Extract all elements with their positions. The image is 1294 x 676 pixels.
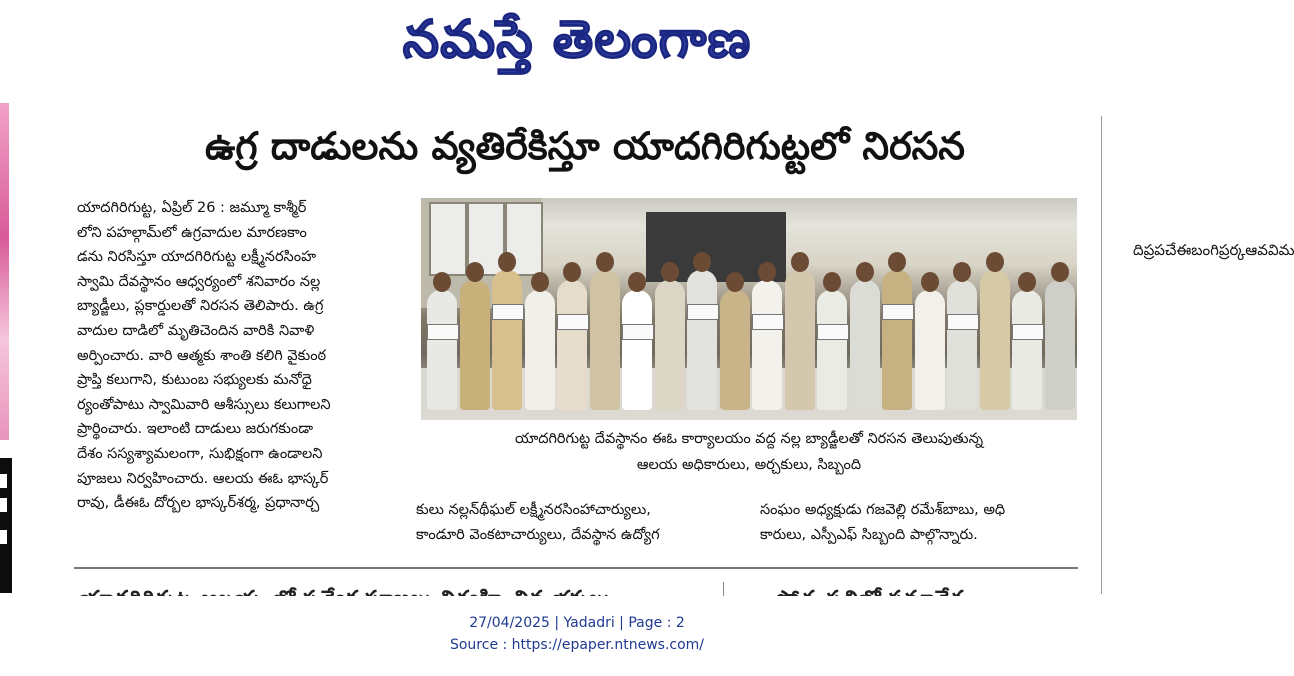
photo-person-head: [1018, 272, 1036, 292]
photo-person: [590, 270, 620, 410]
caption-line: యాదగిరిగుట్ట దేవస్థానం ఈఓ కార్యాలయం వద్ద నల్ల బ్యాడ్జీలతో నిరసన తెలుపుతున్న: [514, 431, 984, 447]
photo-person: [1012, 290, 1042, 410]
photo-person: [850, 280, 880, 410]
adjacent-line: బం: [1191, 241, 1211, 259]
adjacent-line: ఈ: [1176, 241, 1192, 259]
footer-date-edition: 27/04/2025 | Yadadri | Page : 2: [469, 615, 685, 631]
footer-source: Source : https://epaper.ntnews.com/: [449, 637, 705, 653]
photo-placard: [752, 314, 784, 330]
photo-person: [980, 270, 1010, 410]
photo-window: [429, 202, 467, 276]
photo-placard: [882, 304, 914, 320]
next-article-headline-left: [78, 585, 698, 596]
photo-person: [622, 290, 652, 410]
body-line: సంఘం అధ్యక్షుడు గజవెల్లి రమేశ్‌బాబు, అధి: [760, 502, 1006, 518]
photo-person-head: [628, 272, 646, 292]
photo-person-head: [921, 272, 939, 292]
adjacent-line: ర్క: [1229, 241, 1246, 259]
body-line: లోని పహల్గామ్‌లో ఉగ్రవాదుల మారణకాం: [77, 224, 307, 241]
article-continuation-middle: [416, 498, 738, 547]
adjacent-page-edge: [0, 103, 9, 440]
masthead: [0, 2, 1154, 82]
photo-person-head: [466, 262, 484, 282]
photo-placard: [1012, 324, 1044, 340]
body-line: యాదగిరిగుట్ట, ఏప్రిల్ 26 : జమ్మూ కాశ్మీర్: [77, 200, 307, 216]
photo-person-head: [596, 252, 614, 272]
photo-person: [785, 270, 815, 410]
photo-person-head: [693, 252, 711, 272]
photo-person: [655, 280, 685, 410]
photo-person: [720, 290, 750, 410]
body-line: కాండూరి వెంకటాచార్యులు, దేవస్థాన ఉద్యోగ: [416, 526, 660, 543]
body-line: ప్రార్థించారు. ఇలాంటి దాడులు జరుగకుండా: [77, 421, 314, 438]
photo-person: [557, 280, 587, 410]
photo-person-head: [661, 262, 679, 282]
photo-placard: [622, 324, 654, 340]
page-footer: [0, 612, 1154, 656]
photo-person: [427, 290, 457, 410]
adjacent-article-column: [1133, 238, 1294, 263]
body-line: వాదుల దాడిలో మృతిచెందిన వారికి నివాళి: [77, 322, 315, 339]
adjacent-line: మ: [1278, 241, 1294, 259]
column-divider: [723, 582, 724, 596]
photo-placard: [947, 314, 979, 330]
adjacent-page-dark-edge: [0, 458, 12, 593]
photo-person: [525, 290, 555, 410]
photo-placard: [817, 324, 849, 340]
adjacent-line: ప్ర: [1143, 241, 1155, 259]
adjacent-line: ది: [1133, 241, 1144, 259]
photo-person-head: [433, 272, 451, 292]
adjacent-line: ప: [1154, 241, 1165, 259]
adjacent-line: ఆ: [1245, 241, 1258, 259]
photo-person-head: [986, 252, 1004, 272]
body-line: అర్పించారు. వారి ఆత్మకు శాంతి కలిగి వైకుంఠ: [77, 347, 327, 364]
photo-placard: [492, 304, 524, 320]
adjacent-line: గి: [1210, 241, 1219, 259]
section-rule: [74, 567, 1078, 569]
photo-person: [947, 280, 977, 410]
photo-person-head: [563, 262, 581, 282]
adjacent-line: ప్ర: [1218, 241, 1230, 259]
adjacent-line: వ: [1257, 241, 1268, 259]
photo-person-head: [531, 272, 549, 292]
photo-person: [817, 290, 847, 410]
article-continuation-right: [760, 498, 1082, 547]
body-line: కారులు, ఎస్పీఎఫ్ సిబ్బంది పాల్గొన్నారు.: [760, 526, 978, 543]
body-line: డను నిరసిస్తూ యాదగిరిగుట్ట లక్ష్మీనరసింహ: [77, 249, 317, 266]
body-line: రావు, డీఈఓ దోర్బల భాస్కర్‌శర్మ, ప్రధానార్చ: [77, 495, 320, 512]
body-line: ప్రాప్తి కలుగాని, కుటుంబ సభ్యులకు మనోధై: [77, 372, 312, 389]
body-line: బ్యాడ్జీలు, ప్లకార్డులతో నిరసన తెలిపారు. ఉగ్ర: [77, 298, 324, 315]
protest-photo: [421, 198, 1077, 420]
photo-person: [752, 280, 782, 410]
photo-placard: [557, 314, 589, 330]
photo-person: [915, 290, 945, 410]
photo-person: [687, 270, 717, 410]
photo-person-head: [823, 272, 841, 292]
photo-person-head: [758, 262, 776, 282]
photo-person: [882, 270, 912, 410]
adjacent-line: వి: [1267, 241, 1279, 259]
body-line: స్వామి దేవస్థానం ఆధ్వర్యంలో శనివారం నల్ల: [77, 273, 321, 290]
photo-person-head: [791, 252, 809, 272]
article-headline: ఉగ్ర దాడులను వ్యతిరేకిస్తూ యాదగిరిగుట్టలో నిరసన: [205, 124, 965, 168]
photo-placard: [427, 324, 459, 340]
photo-person: [1045, 280, 1075, 410]
photo-person-head: [888, 252, 906, 272]
newspaper-logo: నమస్తే తెలంగాణ: [402, 10, 752, 70]
body-line: పూజలు నిర్వహించారు. ఆలయ ఈఓ భాస్కర్: [77, 470, 329, 487]
body-line: ర్యంతోపాటు స్వామివారి ఆశీస్సులు కలుగాలని: [77, 396, 331, 413]
photo-person-head: [953, 262, 971, 282]
photo-person-head: [726, 272, 744, 292]
photo-person-head: [856, 262, 874, 282]
next-article-headline-right: [776, 585, 1048, 596]
adjacent-line: చే: [1164, 241, 1177, 259]
photo-caption: [421, 426, 1077, 478]
article-body: [77, 196, 391, 516]
body-line: దేశం సస్యశ్యామలంగా, సుభిక్షంగా ఉండాలని: [77, 445, 323, 462]
photo-placard: [687, 304, 719, 320]
photo-person: [460, 280, 490, 410]
photo-person: [492, 270, 522, 410]
caption-line: ఆలయ అధికారులు, అర్చకులు, సిబ్బంది: [636, 457, 862, 473]
photo-person-head: [1051, 262, 1069, 282]
body-line: కులు నల్లన్‌థీఘల్ లక్ష్మీనరసింహాచార్యులు,: [416, 502, 651, 518]
column-divider: [1101, 116, 1102, 594]
photo-person-head: [498, 252, 516, 272]
